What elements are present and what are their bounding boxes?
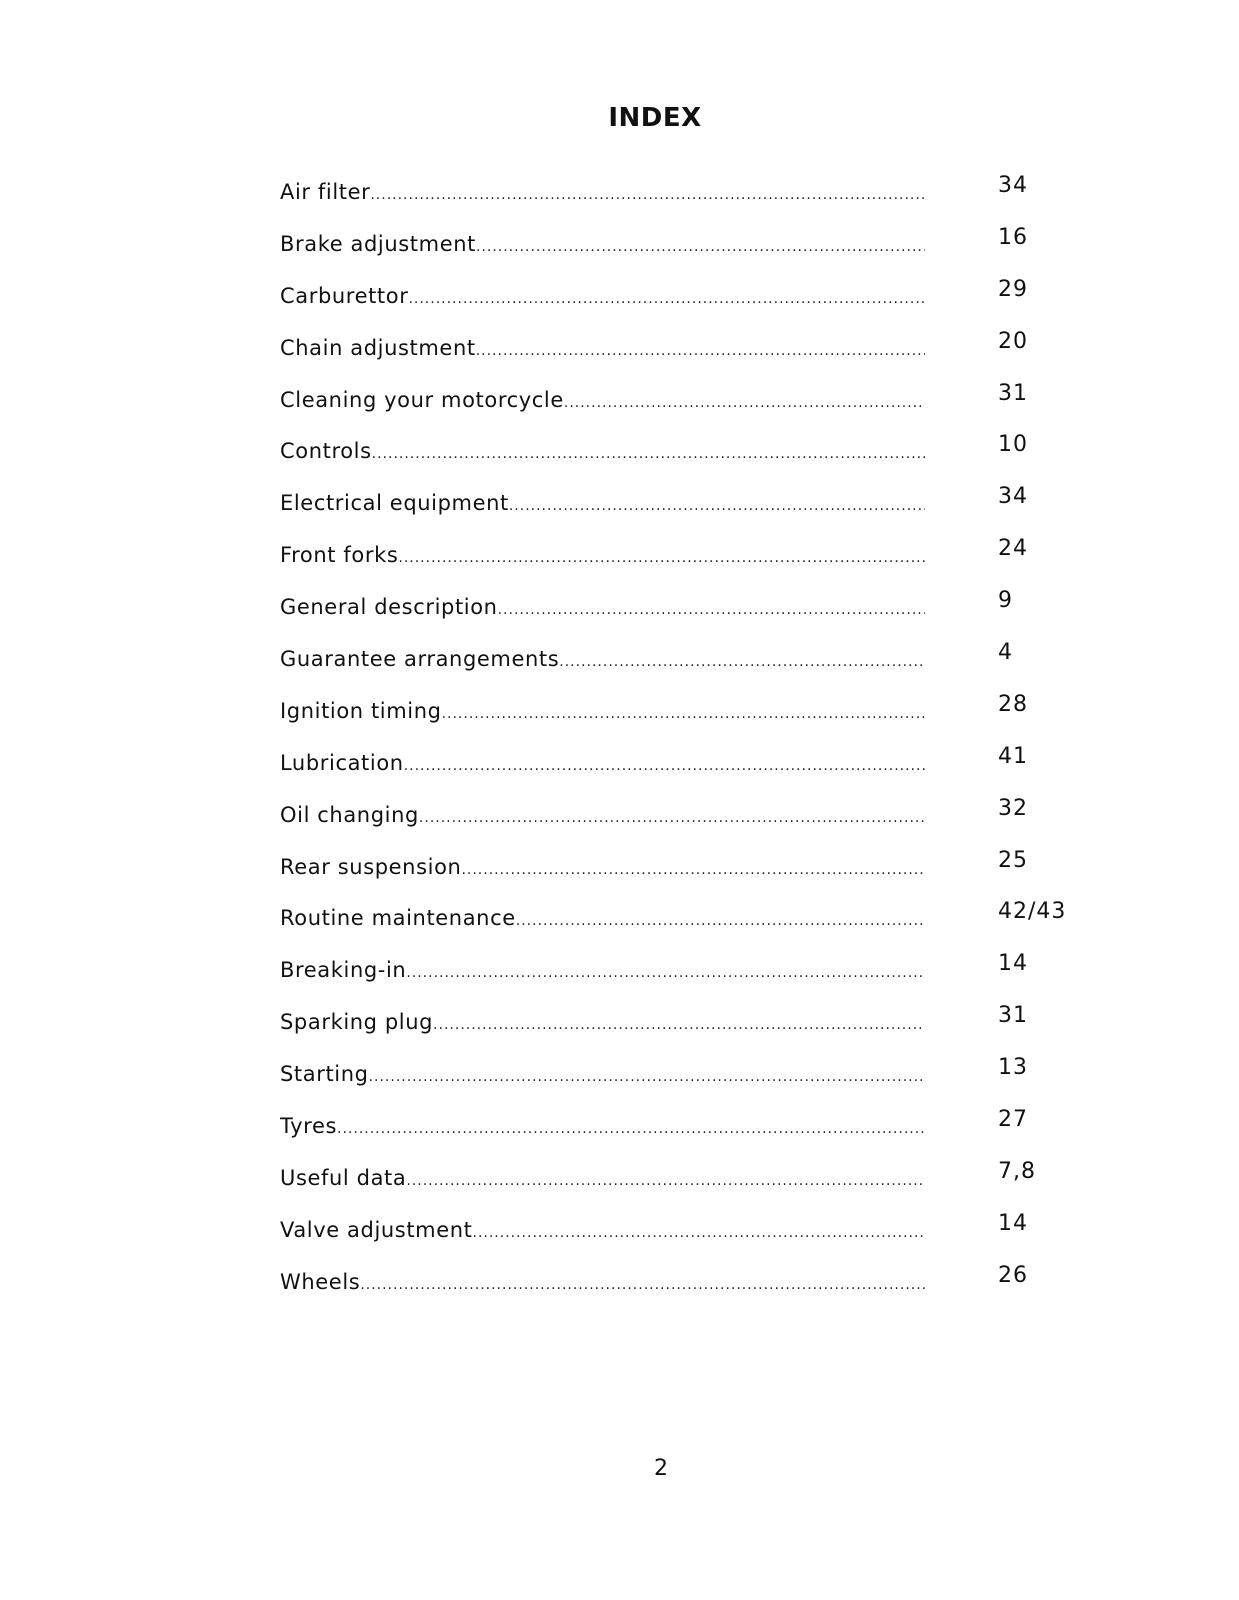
entry-label: Guarantee arrangements [280,647,560,672]
index-row [280,1002,1100,1054]
dot-leader [442,694,925,734]
index-entry [280,328,925,371]
dot-leader [406,1161,925,1201]
entry-label: Cleaning your motorcycle [280,387,564,412]
index-entry [280,950,925,993]
dot-leader [564,383,925,423]
entry-page-number: 13 [998,1055,1028,1081]
index-entry [280,535,925,578]
entry-label: General description [280,595,498,620]
entry-label: Air filter [280,180,371,204]
index-row [280,380,1100,432]
index-row [280,172,1100,224]
index-row [280,1106,1100,1158]
index-entry [280,743,925,786]
entry-page-number: 31 [998,1003,1028,1029]
dot-leader [369,1057,925,1097]
index-row [280,224,1100,276]
entry-page-number: 27 [998,1107,1028,1133]
entry-page-number: 25 [998,847,1028,873]
entry-page-number: 7,8 [998,1158,1036,1184]
dot-leader [559,642,925,682]
entry-page-number: 14 [998,951,1028,977]
entry-page-number: 26 [998,1262,1028,1288]
index-entry [280,639,925,682]
entry-label: Lubrication [280,750,404,775]
index-row [280,587,1100,639]
entry-page-number: 16 [998,224,1028,250]
dot-leader [372,434,925,474]
entry-label: Valve adjustment [280,1217,473,1242]
index-row [280,1158,1100,1210]
dot-leader [509,486,925,526]
index-entry [280,795,925,838]
entry-label: Rear suspension [280,854,462,879]
index-entry [280,1158,925,1201]
index-row [280,328,1100,380]
index-entry [280,847,925,890]
dot-leader [370,175,925,215]
entry-label: Ignition timing [280,698,442,723]
index-entry [280,483,925,526]
index-row [280,639,1100,691]
dot-leader [337,1109,925,1149]
entry-label: Useful data [280,1165,407,1190]
entry-label: Oil changing [280,802,419,827]
entry-label: Wheels [280,1269,361,1294]
entry-label: Starting [280,1062,369,1087]
index-entry [280,224,925,267]
entry-page-number: 9 [998,588,1013,614]
index-entry [280,380,925,423]
index-entry [280,1106,925,1149]
dot-leader [360,1265,925,1305]
entry-page-number: 24 [998,536,1028,562]
dot-leader [516,901,925,941]
entry-page-number: 28 [998,691,1028,717]
dot-leader [419,798,925,838]
index-row [280,950,1100,1002]
index-row [280,483,1100,535]
entry-page-number: 29 [998,276,1028,302]
entry-label: Brake adjustment [280,231,476,256]
index-entry [280,587,925,630]
dot-leader [476,227,925,267]
entry-page-number: 32 [998,795,1028,821]
index-entry [280,1002,925,1045]
dot-leader [461,850,925,890]
page-number: 2 [654,1456,668,1481]
index-row [280,691,1100,743]
entry-label: Front forks [280,543,399,568]
index-entry [280,1210,925,1253]
index-entry [280,172,925,215]
index-row [280,535,1100,587]
entry-label: Sparking plug [280,1010,434,1035]
dot-leader [433,1005,925,1045]
index-list [280,172,1100,1314]
dot-leader [498,590,925,630]
index-row [280,1262,1100,1314]
index-row [280,847,1100,899]
index-entry [280,1262,925,1305]
index-row [280,276,1100,328]
index-entry [280,431,925,474]
entry-label: Electrical equipment [280,491,509,516]
dot-leader [406,953,925,993]
entry-label: Breaking-in [280,958,407,983]
entry-page-number: 41 [998,743,1028,769]
index-entry [280,898,925,941]
index-entry [280,1054,925,1097]
dot-leader [404,746,925,786]
page-title: INDEX [608,103,702,134]
entry-page-number: 10 [998,432,1028,458]
entry-label: Controls [280,439,372,464]
dot-leader [398,538,925,578]
entry-label: Chain adjustment [280,335,476,360]
dot-leader [473,1213,926,1253]
entry-label: Carburettor [280,283,409,308]
index-row [280,795,1100,847]
entry-label: Routine maintenance [280,906,516,931]
index-entry [280,276,925,319]
index-row [280,898,1100,950]
index-entry [280,691,925,734]
entry-page-number: 34 [998,173,1028,198]
entry-page-number: 20 [998,328,1028,354]
entry-page-number: 4 [998,640,1013,666]
entry-page-number: 31 [998,380,1028,406]
entry-page-number: 42/43 [998,899,1067,925]
index-row [280,1210,1100,1262]
entry-page-number: 34 [998,484,1028,510]
dot-leader [408,279,925,319]
index-row [280,743,1100,795]
index-row [280,431,1100,483]
entry-page-number: 14 [998,1210,1028,1236]
entry-label: Tyres [280,1114,338,1139]
dot-leader [476,331,925,371]
index-row [280,1054,1100,1106]
